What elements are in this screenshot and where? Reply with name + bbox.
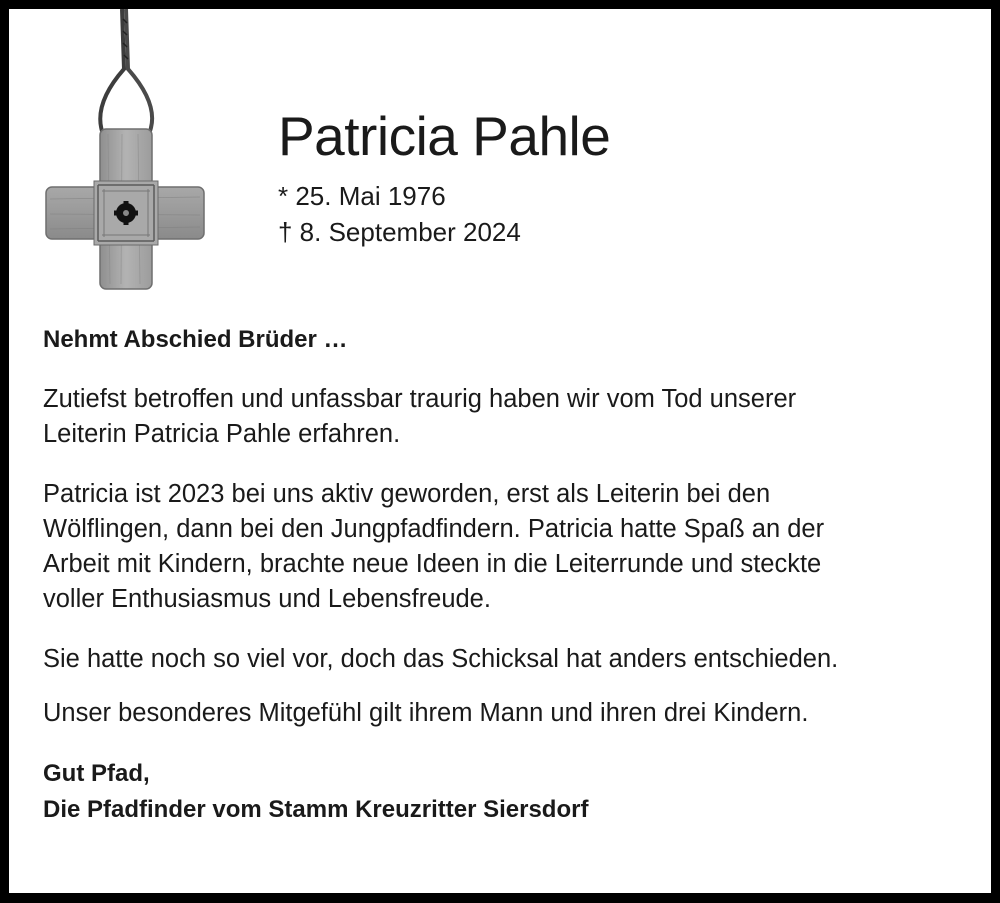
life-dates <box>278 178 521 250</box>
text-line: Leiterin Patricia Pahle erfahren. <box>43 420 401 448</box>
text-line: Sie hatte noch so viel vor, doch das Schicksal hat anders entschieden. <box>43 645 839 673</box>
birth-date: * 25. Mai 1976 <box>278 181 446 211</box>
paragraph-biography <box>43 477 963 617</box>
text-line: Zutiefst betroffen und unfassbar traurig haben wir vom Tod unserer <box>43 385 797 413</box>
signature-greeting: Gut Pfad, <box>43 760 150 787</box>
deceased-name: Patricia Pahle <box>278 105 611 167</box>
signature-sender: Die Pfadfinder vom Stamm Kreuzritter Siersdorf <box>43 796 589 823</box>
text-line: voller Enthusiasmus und Lebensfreude. <box>43 585 491 613</box>
wooden-cross-pendant-icon <box>42 9 208 294</box>
text-line: Arbeit mit Kindern, brachte neue Ideen in die Leiterrunde und steckte <box>43 550 822 578</box>
text-line: Patricia ist 2023 bei uns aktiv geworden, erst als Leiterin bei den <box>43 480 771 508</box>
paragraph-sympathy <box>43 696 963 731</box>
paragraph-fate <box>43 642 963 677</box>
notice-heading: Nehmt Abschied Brüder … <box>43 326 348 353</box>
death-date: † 8. September 2024 <box>278 217 521 247</box>
signature <box>43 756 963 828</box>
paragraph-condolence <box>43 382 963 452</box>
notice-body <box>43 322 963 828</box>
text-line: Wölflingen, dann bei den Jungpfadfindern. Patricia hatte Spaß an der <box>43 515 825 543</box>
text-line: Unser besonderes Mitgefühl gilt ihrem Mann und ihren drei Kindern. <box>43 699 809 727</box>
